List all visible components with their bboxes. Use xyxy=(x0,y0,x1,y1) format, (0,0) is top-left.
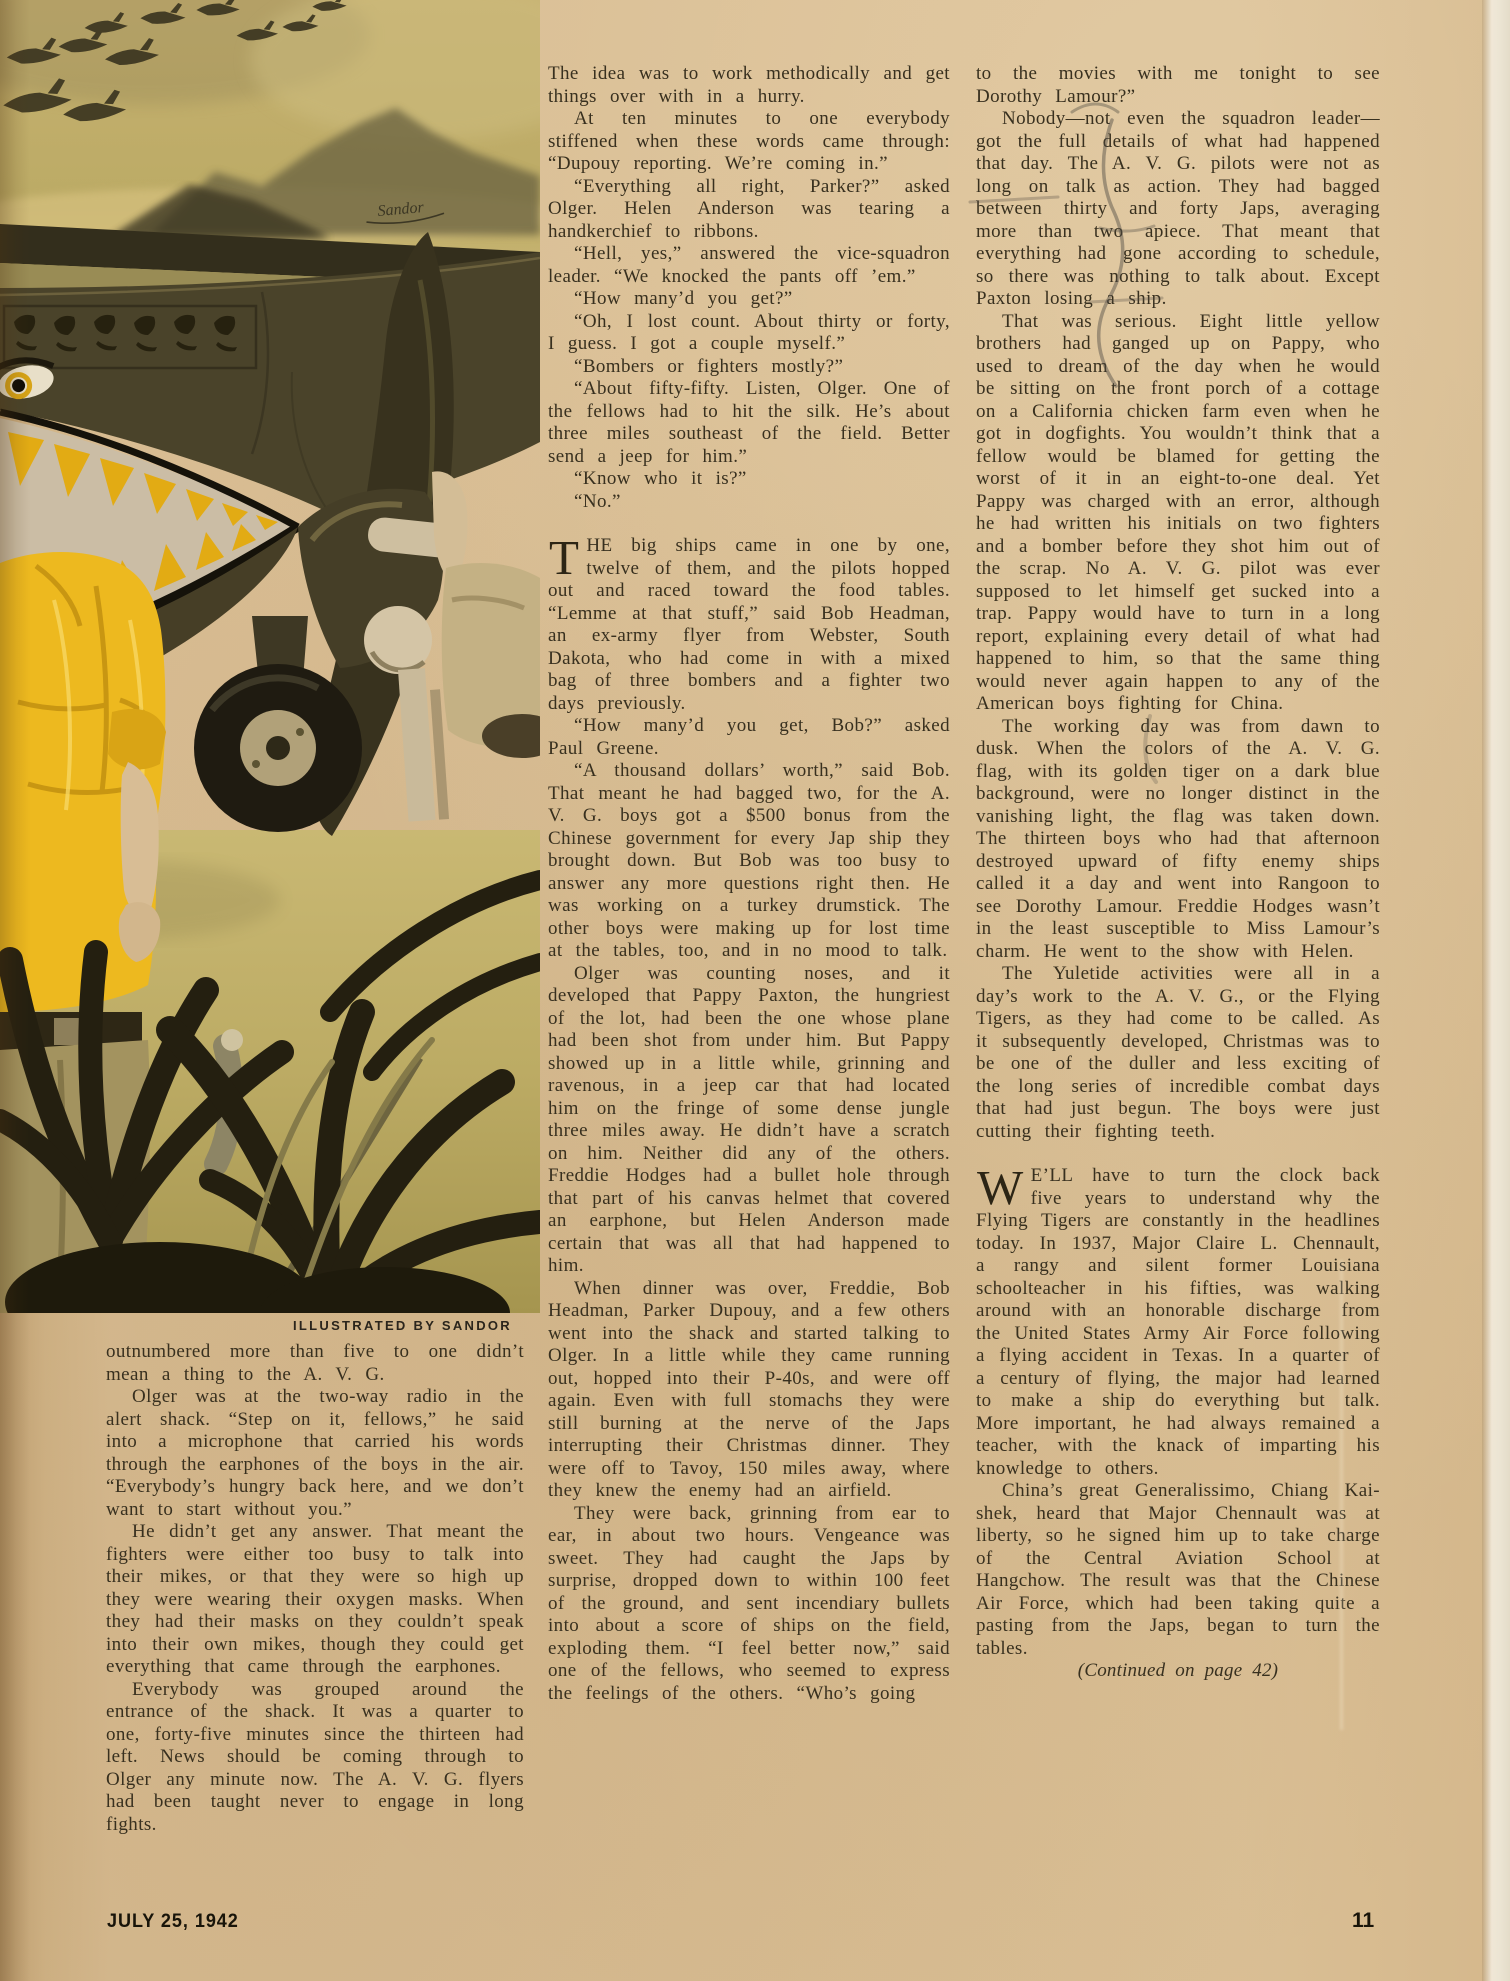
paragraph-text: E’LL have to turn the clock back five years to understand why the Flying Tigers are constantly in the headlines today. In 1937, Major Claire L. Chennault, a rangy and silent former Louisiana schoolteacher in his fifties, was walking around with an honorable discharge from the United States Army Air Force following a flying accident in Texas. In a quarter of a century of flying, the major had learned to make a ship do everything but talk. More important, he had always remained a teacher, with the knack of imparting his knowledge to others. xyxy=(976,1165,1380,1479)
paragraph xyxy=(976,963,1380,1143)
paragraph-text: That was serious. Eight little yellow brothers had ganged up on Pappy, who used to dream of the day when he would be sitting on the front porch of a cottage on a California chicken farm even when he got in dogfights. You wouldn’t think that a fellow would be blamed for getting the worst of it in an eight-to-one deal. Yet Pappy was charged with an error, although he had written his initials on two fighters and a bomber before they shot him out of the scrap. No A. V. G. pilot was ever supposed to let himself get sucked into a trap. Pappy would have to turn in a long report, explaining every detail of what had happened to him, so that the same thing would never again happen to any of the American boys fighting for China. xyxy=(976,310,1380,714)
paragraph xyxy=(548,63,950,108)
column-right xyxy=(976,63,1380,1913)
paragraph xyxy=(548,176,950,244)
paragraph xyxy=(106,1521,524,1679)
paragraph-text: The Yuletide activities were all in a day’s work to the A. V. G., or the Flying Tigers, as they had come to be called. As it subsequently developed, Christmas was to be one of the duller and less exciting of the long series of incredible combat days that had just begun. The boys were just cutting their fighting teeth. xyxy=(976,963,1380,1142)
paragraph xyxy=(548,530,950,715)
paragraph xyxy=(976,63,1380,108)
paragraph-text: “Everything all right, Parker?” asked Olger. Helen Anderson was tearing a handkerchief to ribbons. xyxy=(548,175,950,242)
paragraph xyxy=(548,108,950,176)
paragraph xyxy=(976,716,1380,964)
paragraph-text: “About fifty-fifty. Listen, Olger. One of the fellows had to hit the silk. He’s about three miles southeast of the field. Better send a jeep for him.” xyxy=(548,378,950,467)
paragraph-text: They were back, grinning from ear to ear, in about two hours. Vengeance was sweet. They had caught the Japs by surprise, dropped down to within 100 feet of the ground, and sent incendiary bullets into about a score of ships on the field, exploding them. “I feel better now,” said one of the fellows, who seemed to express the feelings of the others. “Who’s going xyxy=(548,1502,950,1704)
paragraph-text: outnumbered more than five to one didn’t mean a thing to the A. V. G. xyxy=(106,1341,524,1385)
drop-cap: W xyxy=(977,1160,1024,1215)
paragraph-text: HE big ships came in one by one, twelve of them, and the pilots hopped out and raced toward the food tables. “Lemme at that stuff,” said Bob Headman, an ex-army flyer from Webster, South Dakota, who had come in with a mixed bag of three bombers and a fighter two days previously. xyxy=(548,535,950,714)
paragraph xyxy=(548,715,950,760)
page-number: 11 xyxy=(1352,1909,1375,1932)
paragraph-text: “Hell, yes,” answered the vice-squadron leader. “We knocked the pants off ’em.” xyxy=(548,243,950,287)
paragraph xyxy=(548,378,950,468)
paragraph-text: The working day was from dawn to dusk. When the colors of the A. V. G. flag, with its golden tiger on a dark blue background, were no longer distinct in the vanishing light, the flag was taken down. The thirteen boys who had that afternoon destroyed upward of fifty enemy ships called it a day and went into Rangoon to see Dorothy Lamour. Freddie Hodges wasn’t in the least susceptible to Miss Lamour’s charm. He went to the show with Helen. xyxy=(976,715,1380,962)
paragraph xyxy=(548,356,950,379)
paragraph xyxy=(106,1386,524,1521)
paragraph xyxy=(548,760,950,963)
flying-tigers-artwork xyxy=(0,0,540,1313)
paragraph-text: Olger was counting noses, and it developed that Pappy Paxton, the hungriest of the lot, had been the one whose plane had been shot from under him. But Pappy showed up in a little while, grinning and ravenous, in a jeep car that had located him on the fringe of some dense jungle three miles away. He didn’t have a scratch on him. Neither did any of the others. Freddie Hodges had a bullet hole through that part of his canvas helmet that covered an earphone, but Helen Anderson made certain that was all that had happened to him. xyxy=(548,962,950,1276)
paragraph xyxy=(548,1278,950,1503)
paragraph-text: “No.” xyxy=(574,490,621,512)
paragraph-text: He didn’t get any answer. That meant the fighters were either too busy to talk into their mikes, or that they were so high up they were wearing their oxygen masks. When they had their masks on they couldn’t speak into their own mikes, though they could get everything that came through the earphones. xyxy=(106,1521,524,1677)
illustration-credit: ILLUSTRATED BY SANDOR xyxy=(293,1318,512,1333)
paragraph-text: “How many’d you get, Bob?” asked Paul Greene. xyxy=(548,715,950,759)
paragraph xyxy=(976,108,1380,311)
issue-date: JULY 25, 1942 xyxy=(107,1911,239,1932)
paragraph xyxy=(106,1341,524,1386)
paragraph xyxy=(548,311,950,356)
paragraph xyxy=(976,1480,1380,1660)
drop-cap: T xyxy=(549,530,580,585)
paragraph-text: At ten minutes to one everybody stiffened when these words came through: “Dupouy reporting. We’re coming in.” xyxy=(548,108,950,174)
paragraph xyxy=(976,1660,1380,1683)
paragraph xyxy=(976,311,1380,716)
paragraph-text: Everybody was grouped around the entrance of the shack. It was a quarter to one, forty-five minutes since the thirteen had left. News should be coming through to Olger any minute now. The A. V. G. flyers had been taught never to engage in long fights. xyxy=(106,1678,524,1835)
paragraph xyxy=(548,468,950,491)
paragraph-text: When dinner was over, Freddie, Bob Headman, Parker Dupouy, and a few others went into the shack and started talking to Olger. In a little while they came running out, hopped into their P-40s, and were off again. Even with full stomachs they were still burning at the nerve of the Japs interrupting their Christmas dinner. They were off to Tavoy, 150 miles away, where they knew the enemy had an airfield. xyxy=(548,1277,950,1501)
paragraph xyxy=(548,1503,950,1706)
column-left xyxy=(106,1341,524,1909)
paragraph-text: “A thousand dollars’ worth,” said Bob. That meant he had bagged two, for the A. V. G. boys got a $500 bonus from the Chinese government for every Jap ship they brought down. But Bob was too busy to answer any more questions right then. He was working on a turkey drumstick. The other boys were making up for lost time at the tables, too, and in no mood to talk. xyxy=(548,760,950,961)
rolled-sleeve xyxy=(108,709,166,770)
svg-text:Sandor: Sandor xyxy=(376,199,425,220)
paragraph-text: Olger was at the two-way radio in the alert shack. “Step on it, fellows,” he said into a microphone that carried his words through the earphones of the boys in the air. “Everybody’s hungry back here, and we don’t want to start without you.” xyxy=(106,1386,524,1520)
illustration xyxy=(0,0,540,1313)
paragraph xyxy=(548,963,950,1278)
paragraph-text: “Oh, I lost count. About thirty or forty, I guess. I got a couple myself.” xyxy=(548,310,950,354)
crew-figure-fragment xyxy=(432,471,540,758)
paragraph-text: “Know who it is?” xyxy=(574,468,747,489)
paragraph-text: (Continued on page 42) xyxy=(1077,1660,1279,1681)
paragraph-text: “How many’d you get?” xyxy=(574,288,793,309)
paragraph-text: to the movies with me tonight to see Dorothy Lamour?” xyxy=(976,63,1380,107)
paragraph-text: “Bombers or fighters mostly?” xyxy=(574,355,844,377)
column-middle xyxy=(548,63,950,1913)
paragraph-text: China’s great Generalissimo, Chiang Kai-shek, heard that Major Chennault was at liberty, so he signed him up to take charge of the Central Aviation School at Hangchow. The result was that the Chinese Air Force, which had been taking quite a pasting from the Japs, began to turn the tables. xyxy=(976,1480,1380,1659)
paragraph xyxy=(548,288,950,311)
paragraph-text: Nobody—not even the squadron leader—got the full details of what had happened that day. The A. V. G. pilots were not as long on talk as action. They had bagged between thirty and forty Japs, averaging more than two apiece. That meant that everything had gone according to schedule, so there was nothing to talk about. Except Paxton losing a ship. xyxy=(976,108,1380,309)
paragraph xyxy=(548,491,950,514)
page-edge-right xyxy=(1482,0,1510,1981)
paragraph xyxy=(976,1160,1380,1480)
paragraph-text: The idea was to work methodically and get things over with in a hurry. xyxy=(548,63,950,107)
paragraph xyxy=(548,243,950,288)
paragraph xyxy=(106,1679,524,1837)
